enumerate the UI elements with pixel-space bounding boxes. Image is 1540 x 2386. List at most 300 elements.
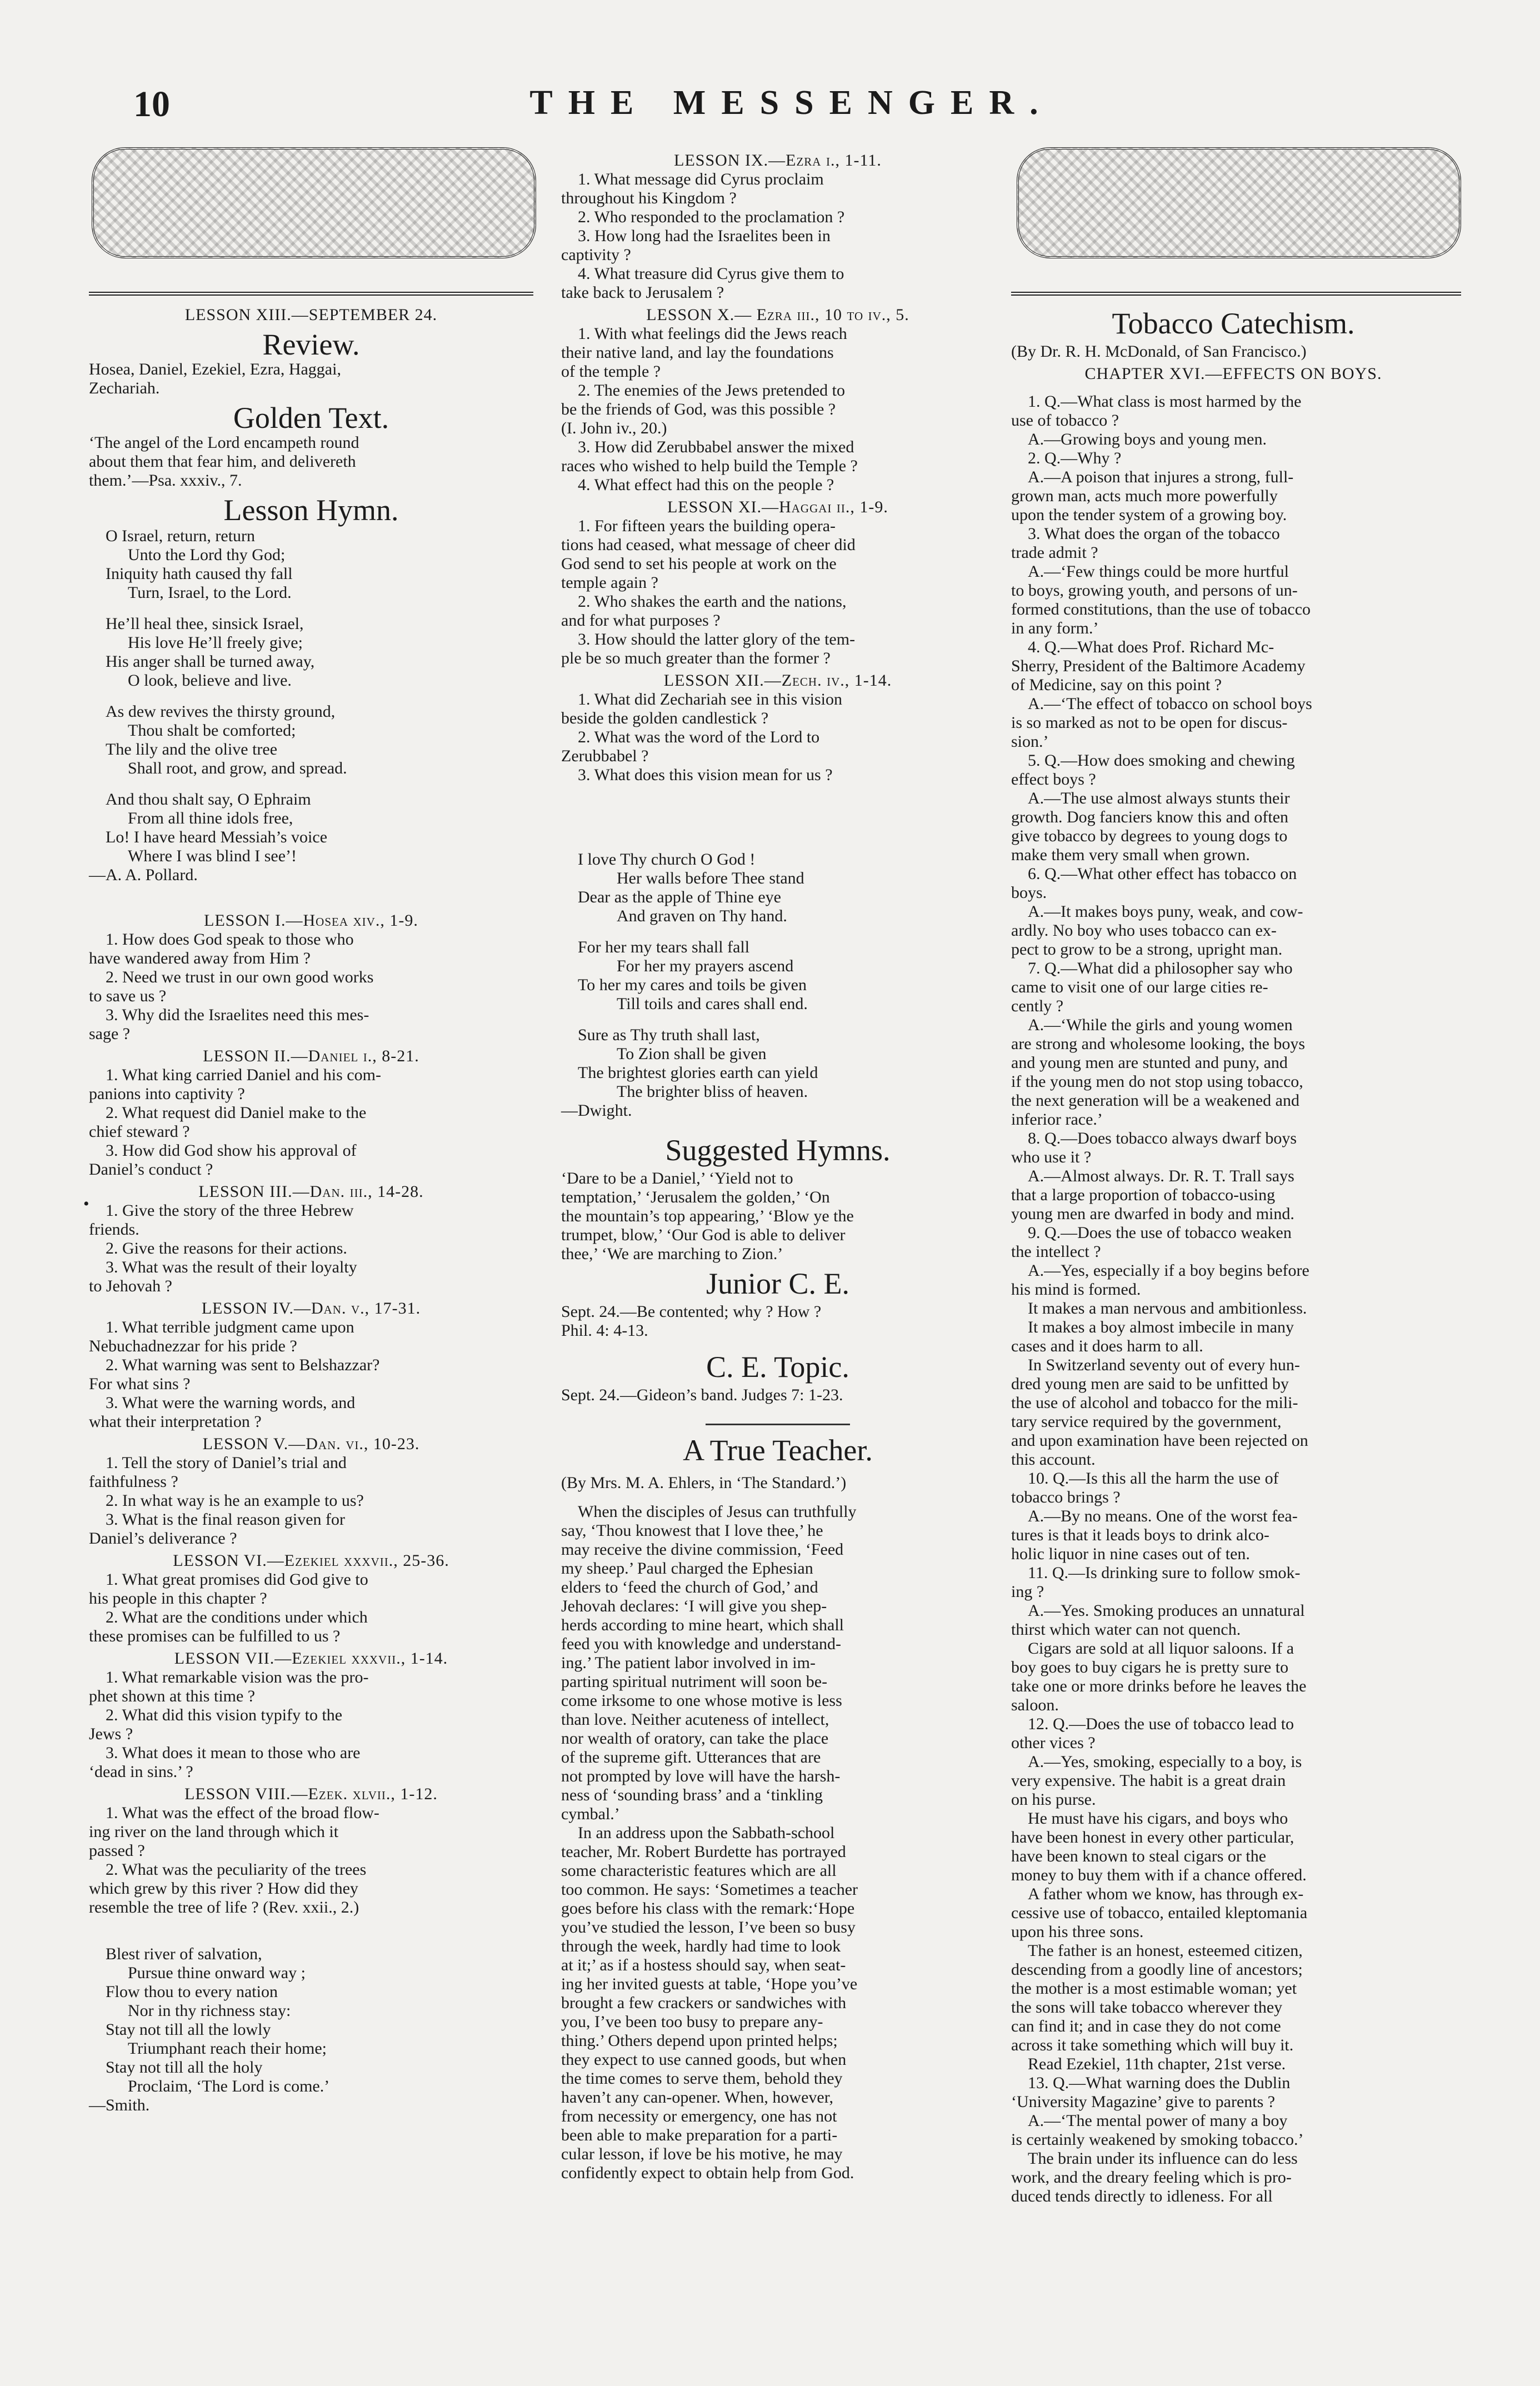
temperance-banner-logo: [1017, 147, 1461, 258]
article-line: you’ve studied the lesson, I’ve been so busy: [561, 1918, 856, 1936]
catechism-line: use of tobacco ?: [1011, 411, 1119, 430]
catechism-line: effect boys ?: [1011, 770, 1096, 788]
lesson-question: 2. The enemies of the Jews pretended to: [578, 381, 845, 400]
catechism-line: money to buy them with if a chance offered.: [1011, 1866, 1307, 1884]
church-hymn-line: —Dwight.: [561, 1101, 632, 1120]
hymn-line: And thou shalt say, O Ephraim: [106, 790, 311, 808]
section-divider: [706, 1424, 850, 1425]
true-teacher-heading: A True Teacher.: [683, 1434, 873, 1467]
lessons-list: [89, 911, 533, 1920]
article-line: cular lesson, if love be his motive, he may: [561, 2145, 843, 2163]
lesson-question: panions into captivity ?: [89, 1085, 245, 1103]
lesson-question: his people in this chapter ?: [89, 1589, 267, 1608]
article-line: brought a few crackers or sandwiches with: [561, 1994, 847, 2012]
catechism-line: 4. Q.—What does Prof. Richard Mc-: [1028, 638, 1274, 656]
lesson-question: of the temple ?: [561, 362, 661, 381]
lesson-question: 1. What terrible judgment came upon: [106, 1318, 354, 1336]
catechism-line: the use of alcohol and tobacco for the mili-: [1011, 1394, 1298, 1412]
lesson-question: ing river on the land through which it: [89, 1823, 339, 1841]
lesson-question: 3. How did Zerubbabel answer the mixed: [578, 438, 854, 456]
lesson-question: 3. Why did the Israelites need this mes-: [106, 1006, 369, 1024]
catechism-line: in any form.’: [1011, 619, 1099, 637]
hymn-line: As dew revives the thirsty ground,: [106, 702, 336, 721]
lesson-question: and for what purposes ?: [561, 611, 721, 630]
church-hymn-line: For her my prayers ascend: [617, 957, 794, 975]
lesson-question: phet shown at this time ?: [89, 1687, 256, 1705]
catechism-line: inferior race.’: [1011, 1110, 1103, 1129]
catechism-line: cases and it does harm to all.: [1011, 1337, 1203, 1355]
catechism-line: grown man, acts much more powerfully: [1011, 487, 1278, 505]
lesson-question: races who wished to help build the Temple ?: [561, 457, 858, 475]
catechism-line: formed constitutions, than the use of tobacco: [1011, 600, 1311, 618]
catechism-line: that a large proportion of tobacco-using: [1011, 1186, 1276, 1204]
article-line: elders to ‘feed the church of God,’ and: [561, 1578, 818, 1596]
church-hymn-line: Her walls before Thee stand: [617, 869, 804, 887]
article-line: haven’t any can-opener. When, however,: [561, 2088, 833, 2107]
junior-ce-text: [561, 1302, 994, 1340]
catechism-line: A.—Yes, especially if a boy begins before: [1028, 1261, 1309, 1280]
church-hymn-line: Dear as the apple of Thine eye: [578, 888, 781, 906]
true-teacher-article: [561, 1503, 994, 2183]
church-hymn-line: The brightest glories earth can yield: [578, 1064, 818, 1082]
lesson-question: tions had ceased, what message of cheer did: [561, 536, 856, 554]
closing-hymn-line: Pursue thine onward way ;: [128, 1964, 306, 1982]
catechism-line: make them very small when grown.: [1011, 846, 1250, 864]
catechism-line: other vices ?: [1011, 1734, 1096, 1752]
catechism-line: of Medicine, say on this point ?: [1011, 676, 1222, 694]
sabbath-school-banner: [92, 147, 536, 258]
catechism-line: are strong and wholesome looking, the boys: [1011, 1035, 1306, 1053]
lesson-question: 1. Tell the story of Daniel’s trial and: [106, 1454, 347, 1472]
lesson-question: captivity ?: [561, 246, 631, 264]
lessons-list-continued: [561, 151, 994, 788]
tobacco-catechism-byline: (By Dr. R. H. McDonald, of San Francisco.): [1011, 342, 1307, 361]
article-line: through the week, hardly had time to look: [561, 1937, 841, 1955]
catechism-line: 11. Q.—Is drinking sure to follow smok-: [1028, 1564, 1301, 1582]
church-hymn-line: For her my tears shall fall: [578, 938, 750, 956]
catechism-line: A.—‘The mental power of many a boy: [1028, 2112, 1288, 2130]
catechism-line: and upon examination have been rejected on: [1011, 1431, 1308, 1450]
lesson-question: 3. What is the final reason given for: [106, 1510, 345, 1529]
lesson-question: 1. With what feelings did the Jews reach: [578, 325, 847, 343]
suggested-hymns-text: [561, 1169, 994, 1264]
church-hymn-line: Till toils and cares shall end.: [617, 995, 808, 1013]
lesson-title: LESSON III.—Dan. iii., 14-28.: [198, 1182, 424, 1201]
catechism-line: descending from a goodly line of ancestors;: [1011, 1960, 1303, 1979]
catechism-line: on his purse.: [1011, 1790, 1096, 1809]
lesson-question: 2. Who shakes the earth and the nations,: [578, 592, 847, 611]
catechism-line: tary service required by the government,: [1011, 1412, 1282, 1431]
lesson-question: 3. How long had the Israelites been in: [578, 227, 831, 245]
closing-hymn-line: Nor in thy richness stay:: [128, 2001, 291, 2020]
lesson-question: ‘dead in sins.’ ?: [89, 1763, 193, 1781]
lesson-question: which grew by this river ? How did they: [89, 1879, 358, 1898]
catechism-line: The brain under its influence can do less: [1028, 2149, 1298, 2168]
catechism-line: boys.: [1011, 883, 1047, 902]
catechism-line: It makes a man nervous and ambitionless.: [1028, 1299, 1307, 1317]
catechism-line: 13. Q.—What warning does the Dublin: [1028, 2074, 1291, 2092]
lesson-question: (I. John iv., 20.): [561, 419, 667, 437]
article-line: ness of ‘sounding brass’ and a ‘tinkling: [561, 1786, 823, 1804]
closing-hymn-line: Stay not till all the holy: [106, 2058, 263, 2076]
catechism-line: trade admit ?: [1011, 543, 1098, 562]
closing-hymn-line: Triumphant reach their home;: [128, 2039, 327, 2058]
catechism-line: cessive use of tobacco, entailed kleptomania: [1011, 1904, 1308, 1922]
review-text: [89, 360, 533, 398]
hymn-line: The lily and the olive tree: [106, 740, 278, 758]
article-line: come irksome to one whose motive is less: [561, 1691, 842, 1710]
article-line: thing.’ Others depend upon printed helps;: [561, 2031, 838, 2050]
article-line: the time comes to serve them, behold they: [561, 2069, 843, 2088]
lesson-question: 2. What was the word of the Lord to: [578, 728, 820, 746]
lesson-question: 1. Give the story of the three Hebrew: [106, 1201, 354, 1220]
golden-text-heading: Golden Text.: [233, 401, 389, 435]
lesson-question: 1. How does God speak to those who: [106, 930, 354, 949]
lesson-question: what their interpretation ?: [89, 1412, 262, 1431]
church-hymn: [561, 850, 994, 1120]
ce-line: Sept. 24.—Gideon’s band. Judges 7: 1-23.: [561, 1386, 843, 1404]
hymn-line: Where I was blind I see’!: [128, 847, 297, 865]
lesson-question: 1. What great promises did God give to: [106, 1570, 368, 1589]
church-hymn-line: And graven on Thy hand.: [617, 907, 787, 925]
closing-hymn-line: Proclaim, ‘The Lord is come.’: [128, 2077, 330, 2095]
lesson-question: Jews ?: [89, 1725, 133, 1743]
article-line: at it;’ as if a hostess should say, when seat-: [561, 1956, 846, 1974]
catechism-line: tures is that it leads boys to drink alco-: [1011, 1526, 1269, 1544]
article-line: When the disciples of Jesus can truthfully: [578, 1503, 857, 1521]
lesson-question: passed ?: [89, 1841, 145, 1860]
closing-hymn-line: —Smith.: [89, 2096, 150, 2114]
hymn-line: Lo! I have heard Messiah’s voice: [106, 828, 328, 846]
catechism-line: Cigars are sold at all liquor saloons. If a: [1028, 1639, 1294, 1658]
suggested-hymns-heading: Suggested Hymns.: [665, 1134, 891, 1167]
lesson-question: 3. What does this vision mean for us ?: [578, 766, 833, 784]
catechism-line: 1. Q.—What class is most harmed by the: [1028, 392, 1302, 411]
tobacco-catechism-heading: Tobacco Catechism.: [1112, 307, 1355, 340]
catechism-line: He must have his cigars, and boys who: [1028, 1809, 1288, 1828]
hymn-line: Thou shalt be comforted;: [128, 721, 296, 740]
catechism-line: work, and the dreary feeling which is pro-: [1011, 2168, 1292, 2187]
catechism-line: A.—A poison that injures a strong, full-: [1028, 468, 1294, 486]
hymn-line: Iniquity hath caused thy fall: [106, 565, 293, 583]
suggested-line: thee,’ ‘We are marching to Zion.’: [561, 1245, 783, 1263]
junior-ce-heading: Junior C. E.: [706, 1267, 849, 1300]
catechism-line: and young men are stunted and puny, and: [1011, 1054, 1288, 1072]
church-hymn-line: To her my cares and toils be given: [578, 976, 807, 994]
catechism-line: tobacco brings ?: [1011, 1488, 1121, 1506]
catechism-line: It makes a boy almost imbecile in many: [1028, 1318, 1294, 1336]
catechism-line: very expensive. The habit is a great drain: [1011, 1771, 1286, 1790]
lesson-title: LESSON XII.—Zech. iv., 1-14.: [663, 671, 892, 690]
lesson-question: 2. What request did Daniel make to the: [106, 1104, 367, 1122]
lesson-question: 1. What message did Cyrus proclaim: [578, 170, 824, 188]
catechism-line: have been honest in every other particular,: [1011, 1828, 1294, 1846]
article-line: from necessity or emergency, one has not: [561, 2107, 837, 2125]
article-line: ing.’ The patient labor involved in im-: [561, 1654, 816, 1672]
church-hymn-line: To Zion shall be given: [617, 1045, 767, 1063]
catechism-line: thirst which water can not quench.: [1011, 1620, 1241, 1639]
catechism-line: Read Ezekiel, 11th chapter, 21st verse.: [1028, 2055, 1286, 2073]
article-line: goes before his class with the remark:‘Hope: [561, 1899, 855, 1918]
article-line: say, ‘Thou knowest that I love thee,’ he: [561, 1521, 823, 1540]
lesson-question: be the friends of God, was this possible ?: [561, 400, 836, 418]
lesson-title: LESSON IX.—Ezra i., 1-11.: [674, 151, 882, 169]
lesson-question: 2. Give the reasons for their actions.: [106, 1239, 347, 1257]
tobacco-catechism-text: [1011, 392, 1456, 2206]
right-header-rule: [1011, 292, 1461, 296]
lesson-hymn-heading: Lesson Hymn.: [223, 493, 399, 527]
closing-hymn-line: Stay not till all the lowly: [106, 2020, 271, 2039]
lesson-title: LESSON II.—Daniel i., 8-21.: [203, 1047, 419, 1065]
lesson-question: 1. What remarkable vision was the pro-: [106, 1668, 369, 1686]
catechism-line: The father is an honest, esteemed citizen,: [1028, 1941, 1303, 1960]
catechism-line: boy goes to buy cigars he is pretty sure to: [1011, 1658, 1289, 1676]
catechism-line: is certainly weakened by smoking tobacco.’: [1011, 2130, 1304, 2149]
lesson-question: 2. What was the peculiarity of the trees: [106, 1860, 367, 1879]
hymn-line: Shall root, and grow, and spread.: [128, 759, 347, 777]
catechism-line: can find it; and in case they do not come: [1011, 2017, 1281, 2035]
article-line: than love. Neither acuteness of intellect,: [561, 1710, 829, 1729]
catechism-line: A.—‘While the girls and young women: [1028, 1016, 1293, 1034]
article-line: they expect to use canned goods, but when: [561, 2050, 847, 2069]
junior-line: Phil. 4: 4-13.: [561, 1321, 648, 1340]
lesson-title: LESSON XI.—Haggai ii., 1-9.: [667, 498, 888, 516]
review-line: Zechariah.: [89, 379, 160, 397]
lesson-question: 2. What are the conditions under which: [106, 1608, 368, 1626]
lesson-question: 3. How did God show his approval of: [106, 1141, 357, 1160]
lesson-question: God send to set his people at work on the: [561, 555, 837, 573]
lesson-question: ple be so much greater than the former ?: [561, 649, 831, 667]
lesson-question: 1. What king carried Daniel and his com-: [106, 1066, 381, 1084]
lesson-question: 2. What warning was sent to Belshazzar?: [106, 1356, 380, 1374]
suggested-line: trumpet, blow,’ ‘Our God is able to deliver: [561, 1226, 846, 1244]
lesson-question: 3. What was the result of their loyalty: [106, 1258, 357, 1276]
lesson-title: LESSON VII.—Ezekiel xxxvii., 1-14.: [174, 1649, 448, 1668]
catechism-line: 2. Q.—Why ?: [1028, 449, 1122, 467]
catechism-line: to boys, growing youth, and persons of un-: [1011, 581, 1298, 600]
margin-mark: •: [83, 1195, 89, 1213]
lesson-title: LESSON I.—Hosea xiv., 1-9.: [204, 911, 418, 930]
lesson-question: 4. What treasure did Cyrus give them to: [578, 264, 844, 283]
lesson-question: to Jehovah ?: [89, 1277, 172, 1295]
closing-hymn-line: Blest river of salvation,: [106, 1945, 262, 1963]
lesson-question: throughout his Kingdom ?: [561, 189, 737, 207]
lesson-question: 3. How should the latter glory of the tem-: [578, 630, 856, 648]
catechism-line: 5. Q.—How does smoking and chewing: [1028, 751, 1295, 770]
catechism-line: A.—‘The effect of tobacco on school boys: [1028, 695, 1312, 713]
catechism-line: young men are dwarfed in body and mind.: [1011, 1205, 1294, 1223]
catechism-line: ‘University Magazine’ give to parents ?: [1011, 2093, 1276, 2111]
lesson-question: resemble the tree of life ? (Rev. xxii., 2.): [89, 1898, 359, 1916]
catechism-line: sion.’: [1011, 732, 1049, 751]
catechism-line: holic liquor in nine cases out of ten.: [1011, 1545, 1250, 1563]
article-line: Jehovah declares: ‘I will give you shep-: [561, 1597, 827, 1615]
lesson-title: LESSON VIII.—Ezek. xlvii., 1-12.: [184, 1785, 438, 1803]
catechism-line: A.—Yes. Smoking produces an unnatural: [1028, 1601, 1305, 1620]
catechism-line: pect to grow to be a strong, upright man.: [1011, 940, 1283, 959]
catechism-line: A.—Almost always. Dr. R. T. Trall says: [1028, 1167, 1294, 1185]
lesson-title: LESSON V.—Dan. vi., 10-23.: [202, 1435, 420, 1453]
golden-line: ‘The angel of the Lord encampeth round: [89, 433, 359, 452]
catechism-line: this account.: [1011, 1450, 1096, 1469]
review-heading: Review.: [262, 328, 360, 361]
catechism-line: A.—Yes, smoking, especially to a boy, is: [1028, 1753, 1302, 1771]
lesson-question: faithfulness ?: [89, 1472, 178, 1491]
lesson-question: 2. In what way is he an example to us?: [106, 1491, 364, 1510]
suggested-line: the mountain’s top appearing,’ ‘Blow ye the: [561, 1207, 854, 1225]
catechism-line: if the young men do not stop using tobacco,: [1011, 1072, 1303, 1091]
article-line: my sheep.’ Paul charged the Ephesian: [561, 1559, 813, 1578]
left-header-rule: [89, 292, 533, 296]
catechism-line: A father whom we know, has through ex-: [1028, 1885, 1304, 1903]
suggested-line: ‘Dare to be a Daniel,’ ‘Yield not to: [561, 1169, 793, 1187]
article-line: may receive the divine commission, ‘Feed: [561, 1540, 844, 1559]
article-line: In an address upon the Sabbath-school: [578, 1824, 835, 1842]
church-hymn-line: I love Thy church O God !: [578, 850, 756, 868]
chapter-title: CHAPTER XVI.—EFFECTS ON BOYS.: [1084, 365, 1382, 383]
article-line: feed you with knowledge and understand-: [561, 1635, 842, 1653]
catechism-line: the sons will take tobacco wherever they: [1011, 1998, 1283, 2016]
suggested-line: temptation,’ ‘Jerusalem the golden,’ ‘On: [561, 1188, 830, 1206]
lesson-question: Daniel’s deliverance ?: [89, 1529, 237, 1548]
lesson-question: have wandered away from Him ?: [89, 949, 311, 967]
ce-topic-heading: C. E. Topic.: [706, 1350, 849, 1384]
lesson-question: Daniel’s conduct ?: [89, 1160, 213, 1179]
page-number: 10: [133, 84, 170, 124]
catechism-line: 7. Q.—What did a philosopher say who: [1028, 959, 1293, 977]
temperance-banner: [1017, 147, 1461, 258]
catechism-line: 9. Q.—Does the use of tobacco weaken: [1028, 1224, 1292, 1242]
lesson-question: friends.: [89, 1220, 139, 1239]
catechism-line: have been known to steal cigars or the: [1011, 1847, 1267, 1865]
catechism-line: ing ?: [1011, 1583, 1044, 1601]
catechism-line: take one or more drinks before he leaves the: [1011, 1677, 1307, 1695]
masthead-title: THE MESSENGER.: [529, 84, 1054, 122]
article-line: teacher, Mr. Robert Burdette has portrayed: [561, 1843, 846, 1861]
catechism-line: dred young men are said to be unfitted by: [1011, 1375, 1289, 1393]
lesson-question: their native land, and lay the foundations: [561, 343, 834, 362]
catechism-line: In Switzerland seventy out of every hun-: [1028, 1356, 1300, 1374]
hymn-line: Turn, Israel, to the Lord.: [128, 583, 292, 602]
lesson-question: 3. What does it mean to those who are: [106, 1744, 361, 1762]
catechism-line: give tobacco by degrees to young dogs to: [1011, 827, 1288, 845]
article-line: too common. He says: ‘Sometimes a teacher: [561, 1880, 858, 1899]
ce-topic-text: [561, 1386, 994, 1405]
lesson-question: Zerubbabel ?: [561, 747, 649, 765]
true-teacher-byline: (By Mrs. M. A. Ehlers, in ‘The Standard.’): [561, 1474, 847, 1492]
lesson-question: For what sins ?: [89, 1375, 191, 1393]
catechism-line: is so marked as not to be open for discus-: [1011, 713, 1288, 732]
lesson-question: 2. What did this vision typify to the: [106, 1706, 343, 1724]
lesson-question: take back to Jerusalem ?: [561, 283, 724, 302]
lesson-question: temple again ?: [561, 573, 658, 592]
article-line: of the supreme gift. Utterances that are: [561, 1748, 821, 1766]
sabbath-school-banner-logo: [92, 147, 536, 258]
lesson-title: LESSON IV.—Dan. v., 17-31.: [201, 1299, 421, 1317]
church-hymn-line: The brighter bliss of heaven.: [617, 1082, 808, 1101]
catechism-line: A.—Growing boys and young men.: [1028, 430, 1267, 448]
lesson-question: 2. Need we trust in our own good works: [106, 968, 374, 986]
lesson-question: sage ?: [89, 1025, 131, 1043]
catechism-line: A.—‘Few things could be more hurtful: [1028, 562, 1289, 581]
catechism-line: the next generation will be a weakened and: [1011, 1091, 1299, 1110]
hymn-line: From all thine idols free,: [128, 809, 293, 827]
catechism-line: A.—It makes boys puny, weak, and cow-: [1028, 902, 1303, 921]
catechism-line: 3. What does the organ of the tobacco: [1028, 525, 1280, 543]
article-line: some characteristic features which are all: [561, 1861, 837, 1880]
golden-line: about them that fear him, and delivereth: [89, 452, 356, 471]
article-line: parting spiritual nutriment will soon be-: [561, 1673, 828, 1691]
hymn-line: O Israel, return, return: [106, 527, 256, 545]
article-line: confidently expect to obtain help from God.: [561, 2164, 854, 2182]
catechism-line: Sherry, President of the Baltimore Academy: [1011, 657, 1306, 675]
lesson-question: 2. Who responded to the proclamation ?: [578, 208, 845, 226]
catechism-line: the intellect ?: [1011, 1242, 1101, 1261]
catechism-line: who use it ?: [1011, 1148, 1092, 1166]
hymn-line: Unto the Lord thy God;: [128, 546, 286, 564]
catechism-line: 6. Q.—What other effect has tobacco on: [1028, 865, 1297, 883]
catechism-line: A.—By no means. One of the worst fea-: [1028, 1507, 1298, 1525]
junior-line: Sept. 24.—Be contented; why ? How ?: [561, 1302, 822, 1321]
article-line: herds according to mine heart, which shall: [561, 1616, 844, 1634]
lesson-question: 3. What were the warning words, and: [106, 1394, 356, 1412]
lesson-question: 1. For fifteen years the building opera-: [578, 517, 836, 535]
golden-line: them.’—Psa. xxxiv., 7.: [89, 471, 242, 490]
catechism-line: 8. Q.—Does tobacco always dwarf boys: [1028, 1129, 1297, 1147]
closing-hymn: [89, 1945, 533, 2115]
article-line: nor wealth of oratory, can take the place: [561, 1729, 829, 1748]
catechism-line: came to visit one of our large cities re-: [1011, 978, 1268, 996]
lesson-question: 1. What did Zechariah see in this vision: [578, 690, 843, 708]
catechism-line: 10. Q.—Is this all the harm the use of: [1028, 1469, 1279, 1487]
catechism-line: saloon.: [1011, 1696, 1059, 1714]
lesson-question: 1. What was the effect of the broad flow-: [106, 1804, 379, 1822]
article-line: ing her invited guests at table, ‘Hope you’ve: [561, 1975, 858, 1993]
hymn-line: O look, believe and live.: [128, 671, 292, 690]
hymn-line: He’ll heal thee, sinsick Israel,: [106, 615, 304, 633]
lesson-title: LESSON X.— Ezra iii., 10 to iv., 5.: [646, 306, 909, 324]
lesson-title: LESSON VI.—Ezekiel xxxvii., 25-36.: [173, 1551, 449, 1570]
catechism-line: duced tends directly to idleness. For all: [1011, 2187, 1273, 2205]
review-line: Hosea, Daniel, Ezekiel, Ezra, Haggai,: [89, 360, 341, 378]
catechism-line: 12. Q.—Does the use of tobacco lead to: [1028, 1715, 1294, 1733]
hymn-line: —A. A. Pollard.: [89, 866, 198, 884]
article-line: been able to make preparation for a parti-: [561, 2126, 838, 2144]
article-line: cymbal.’: [561, 1805, 620, 1823]
golden-text: [89, 433, 533, 490]
hymn-line: His love He’ll freely give;: [128, 633, 303, 652]
catechism-line: cently ?: [1011, 997, 1064, 1015]
lesson-question: beside the golden candlestick ?: [561, 709, 769, 727]
lesson-hymn: [89, 527, 533, 885]
article-line: not prompted by love will have the harsh-: [561, 1767, 841, 1785]
lesson-question: 4. What effect had this on the people ?: [578, 476, 834, 494]
catechism-line: growth. Dog fanciers know this and often: [1011, 808, 1289, 826]
lesson-question: Nebuchadnezzar for his pride ?: [89, 1337, 297, 1355]
catechism-line: across it take something which will buy it.: [1011, 2036, 1294, 2054]
catechism-line: his mind is formed.: [1011, 1280, 1141, 1299]
catechism-line: upon the tender system of a growing boy.: [1011, 506, 1287, 524]
lesson-question: these promises can be fulfilled to us ?: [89, 1627, 341, 1645]
catechism-line: the mother is a most estimable woman; yet: [1011, 1979, 1297, 1998]
catechism-line: ardly. No boy who uses tobacco can ex-: [1011, 921, 1277, 940]
hymn-line: His anger shall be turned away,: [106, 652, 315, 671]
catechism-line: upon his three sons.: [1011, 1923, 1144, 1941]
catechism-line: A.—The use almost always stunts their: [1028, 789, 1290, 807]
lesson-question: to save us ?: [89, 987, 167, 1005]
lesson-question: chief steward ?: [89, 1122, 190, 1141]
lesson-label: LESSON XIII.—SEPTEMBER 24.: [184, 306, 438, 324]
